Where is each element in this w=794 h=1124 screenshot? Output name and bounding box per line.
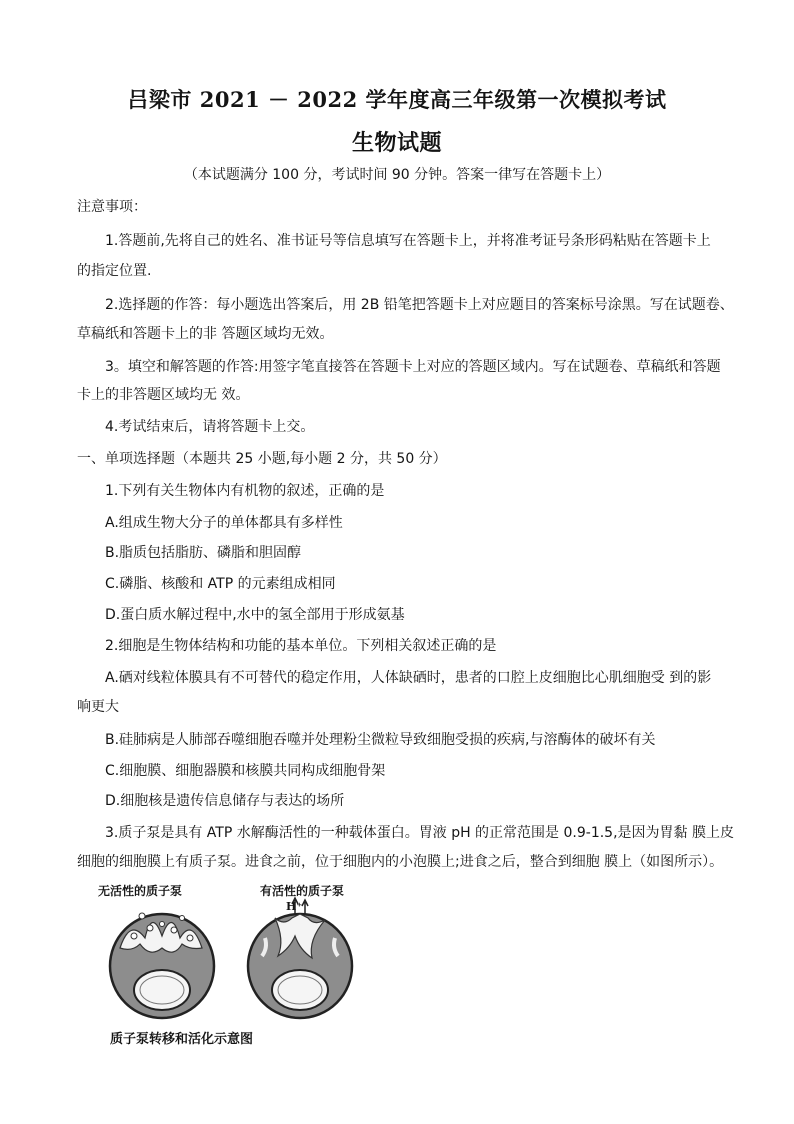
q1-option-d: D.蛋白质水解过程中,水中的氢全部用于形成氨基 [105,607,405,623]
inactive-cell [110,913,214,1018]
notice-item-1-cont: 的指定位置. [77,263,152,279]
notice-item-3: 3。填空和解答题的作答:用签字笔直接答在答题卡上对应的答题区域内。写在试题卷、草稿纸和答题 [105,359,721,375]
exam-note: （本试题满分 100 分，考试时间 90 分钟。答案一律写在答题卡上） [183,167,611,183]
exam-title: 吕梁市 2021 － 2022 学年度高三年级第一次模拟考试 [127,87,667,112]
q2-option-d: D.细胞核是遗传信息储存与表达的场所 [105,793,345,809]
q1-option-b: B.脂质包括脂肪、磷脂和胆固醇 [105,545,302,561]
figure-label-inactive: 无活性的质子泵 [98,884,183,898]
q3-stem-cont: 细胞的细胞膜上有质子泵。进食之前，位于细胞内的小泡膜上;进食之后，整合到细胞 膜上（如图所示）。 [77,854,724,870]
proton-pump-figure [90,878,390,1053]
q1-option-a: A.组成生物大分子的单体都具有多样性 [105,515,343,531]
notice-item-3-cont: 卡上的非答题区域均无 效。 [77,387,250,403]
exam-subject: 生物试题 [351,130,442,156]
notice-item-1: 1.答题前,先将自己的姓名、准书证号等信息填写在答题卡上，并将准考证号条形码粘贴在答题卡上 [105,233,711,249]
q2-option-c: C.细胞膜、细胞器膜和核膜共同构成细胞骨架 [105,763,386,779]
notice-item-2-cont: 草稿纸和答题卡上的非 答题区域均无效。 [77,326,334,342]
notice-item-2: 2.选择题的作答：每小题选出答案后，用 2B 铅笔把答题卡上对应题目的答案标号涂黑。写在试题卷、 [105,297,734,313]
q1-stem: 1.下列有关生物体内有机物的叙述，正确的是 [105,483,385,499]
q2-stem: 2.细胞是生物体结构和功能的基本单位。下列相关叙述正确的是 [105,638,497,654]
q3-stem: 3.质子泵是具有 ATP 水解酶活性的一种载体蛋白。胃液 pH 的正常范围是 0.9-1.5,是因为胃黏 膜上皮 [105,825,734,841]
active-cell [248,898,352,1018]
q2-option-b: B.硅肺病是人肺部吞噬细胞吞噬并处理粉尘微粒导致细胞受损的疾病,与溶酶体的破坏有关 [105,732,656,748]
section-heading: 一、单项选择题（本题共 25 小题,每小题 2 分，共 50 分） [77,451,447,467]
q2-option-a: A.硒对线粒体膜具有不可替代的稳定作用，人体缺硒时，患者的口腔上皮细胞比心肌细胞受 到的影 [105,670,712,686]
cell-diagram [90,878,390,1028]
q2-option-a-cont: 响更大 [77,699,119,715]
notice-heading: 注意事项： [77,199,147,215]
figure-caption: 质子泵转移和活化示意图 [110,1032,254,1047]
q1-option-c: C.磷脂、核酸和 ATP 的元素组成相同 [105,576,336,592]
figure-label-active: 有活性的质子泵 [260,884,345,898]
figure-ion-label: H⁺ [286,900,303,913]
notice-item-4: 4.考试结束后，请将答题卡上交。 [105,419,315,435]
